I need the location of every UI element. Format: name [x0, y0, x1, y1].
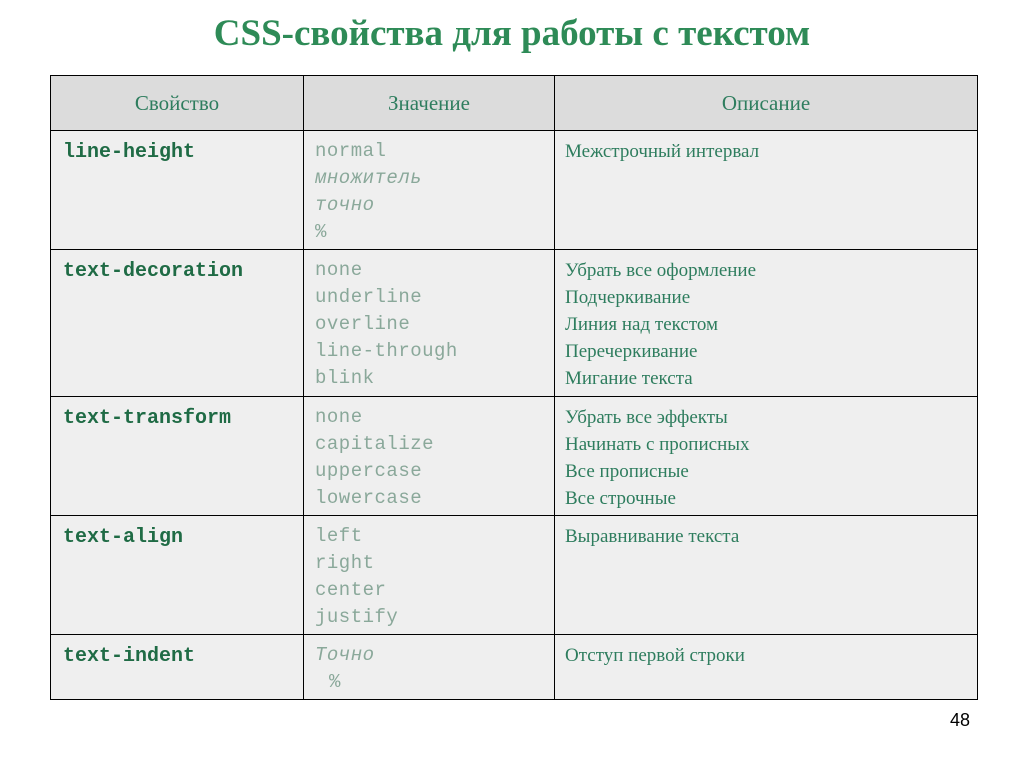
description-item: Все строчные — [565, 488, 676, 509]
value-item: Точно — [315, 644, 375, 666]
description-item: Линия над текстом — [565, 314, 719, 335]
value-item: % — [329, 671, 341, 693]
value-item: underline — [315, 286, 423, 308]
header-description: Описание — [555, 76, 978, 131]
value-item: % — [315, 221, 327, 243]
value-item: line-through — [315, 340, 458, 362]
table-row — [51, 635, 978, 700]
property-cell — [51, 516, 304, 635]
property-cell — [51, 250, 304, 397]
value-item: none — [315, 406, 363, 428]
css-text-properties-table — [50, 75, 978, 700]
property-name: text-indent — [63, 645, 196, 668]
value-item: left — [315, 525, 363, 547]
property-name: line-height — [63, 141, 196, 164]
description-item: Начинать с прописных — [565, 434, 750, 455]
property-name: text-align — [63, 526, 184, 549]
description-item: Межстрочный интервал — [565, 141, 760, 162]
table-row — [51, 250, 978, 397]
table-header-row — [51, 76, 978, 131]
table-row — [51, 516, 978, 635]
property-cell — [51, 397, 304, 516]
header-value: Значение — [304, 76, 555, 131]
description-item: Убрать все оформление — [565, 260, 757, 281]
value-item: none — [315, 259, 363, 281]
description-cell — [555, 516, 978, 635]
description-cell — [555, 250, 978, 397]
table-row — [51, 397, 978, 516]
description-cell — [555, 131, 978, 250]
property-name: text-decoration — [63, 260, 244, 283]
value-cell — [304, 516, 555, 635]
value-item: justify — [315, 606, 399, 628]
description-item: Мигание текста — [565, 368, 693, 389]
value-item: uppercase — [315, 460, 423, 482]
description-cell — [555, 397, 978, 516]
value-item: overline — [315, 313, 411, 335]
value-item: lowercase — [315, 487, 423, 509]
value-cell — [304, 397, 555, 516]
value-item: точно — [315, 194, 375, 216]
description-item: Отступ первой строки — [565, 645, 745, 666]
value-cell — [304, 250, 555, 397]
property-cell — [51, 131, 304, 250]
page-number: 48 — [949, 710, 970, 730]
value-item: right — [315, 552, 375, 574]
value-item: normal — [315, 140, 387, 162]
description-item: Все прописные — [565, 461, 689, 482]
value-cell — [304, 131, 555, 250]
slide-title: CSS-свойства для работы с текстом — [213, 13, 811, 54]
description-item: Убрать все эффекты — [565, 407, 728, 428]
property-name: text-transform — [63, 407, 232, 430]
table-row — [51, 131, 978, 250]
value-item: blink — [315, 367, 375, 389]
property-cell — [51, 635, 304, 700]
value-cell — [304, 635, 555, 700]
value-item: capitalize — [315, 433, 435, 455]
description-item: Выравнивание текста — [565, 526, 740, 547]
description-cell — [555, 635, 978, 700]
value-item: множитель — [315, 167, 423, 189]
description-item: Подчеркивание — [565, 287, 691, 308]
header-property: Свойство — [51, 76, 304, 131]
value-item: center — [315, 579, 387, 601]
description-item: Перечеркивание — [565, 341, 698, 362]
